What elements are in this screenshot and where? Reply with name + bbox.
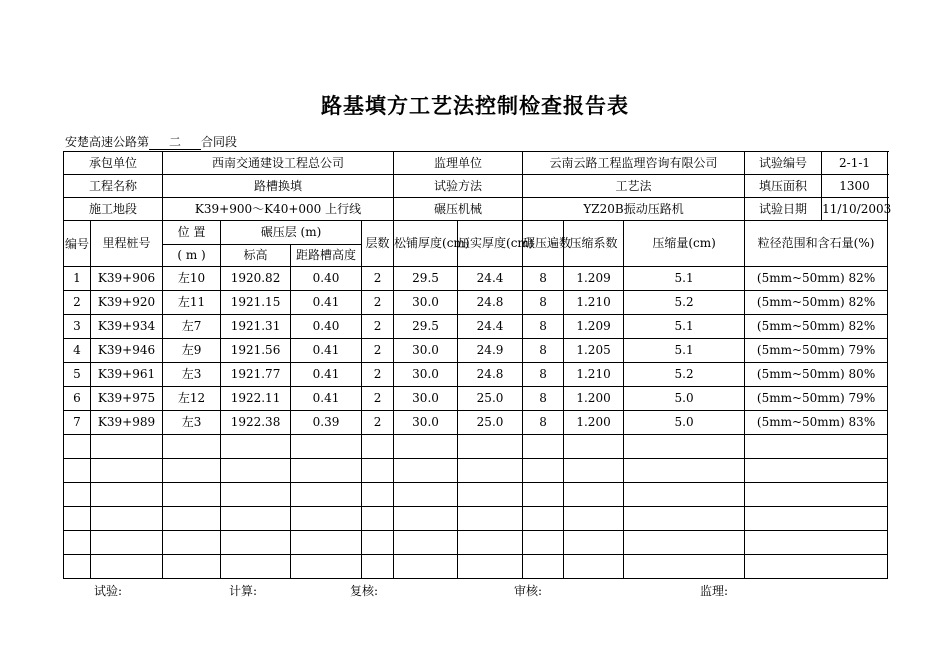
- method-value: 工艺法: [523, 175, 745, 198]
- empty-cell: [91, 531, 163, 555]
- cell-grain-range: (5mm~50mm) 82%: [745, 267, 888, 291]
- empty-cell: [163, 483, 221, 507]
- contract-suffix: 合同段: [201, 135, 238, 149]
- cell-station: K39+906: [91, 267, 163, 291]
- empty-cell: [64, 435, 91, 459]
- empty-cell: [91, 507, 163, 531]
- empty-cell: [291, 555, 362, 579]
- header-no: 编号: [64, 221, 91, 267]
- empty-cell: [624, 531, 745, 555]
- cell-compact-thickness: 24.8: [458, 291, 523, 315]
- cell-no: 5: [64, 363, 91, 387]
- cell-grain-range: (5mm~50mm) 82%: [745, 291, 888, 315]
- empty-cell: [745, 459, 888, 483]
- cell-elevation: 1921.77: [221, 363, 291, 387]
- empty-row: [64, 555, 888, 579]
- empty-cell: [394, 483, 458, 507]
- cell-position: 左10: [163, 267, 221, 291]
- empty-cell: [564, 483, 624, 507]
- cell-elevation: 1921.31: [221, 315, 291, 339]
- header-compact-thickness: 压实厚度(cm): [458, 221, 523, 267]
- empty-cell: [163, 459, 221, 483]
- cell-layers: 2: [362, 339, 394, 363]
- cell-compact-thickness: 24.4: [458, 267, 523, 291]
- report-title: 路基填方工艺法控制检查报告表: [321, 93, 629, 118]
- cell-station: K39+920: [91, 291, 163, 315]
- header-row-1: [64, 221, 888, 245]
- empty-cell: [523, 555, 564, 579]
- empty-cell: [221, 531, 291, 555]
- cell-position: 左3: [163, 411, 221, 435]
- cell-station: K39+961: [91, 363, 163, 387]
- empty-cell: [624, 507, 745, 531]
- empty-cell: [362, 435, 394, 459]
- footer-audit: 审核:: [514, 584, 543, 598]
- empty-row: [64, 507, 888, 531]
- cell-position: 左7: [163, 315, 221, 339]
- cell-station: K39+989: [91, 411, 163, 435]
- empty-cell: [745, 483, 888, 507]
- area-label: 填压面积: [745, 175, 822, 198]
- contractor-label: 承包单位: [64, 152, 163, 175]
- empty-cell: [624, 459, 745, 483]
- empty-cell: [91, 435, 163, 459]
- empty-cell: [394, 555, 458, 579]
- footer-calc: 计算:: [229, 584, 258, 598]
- cell-elevation: 1920.82: [221, 267, 291, 291]
- empty-cell: [458, 531, 523, 555]
- table-row: [64, 267, 888, 291]
- empty-cell: [362, 459, 394, 483]
- empty-cell: [291, 507, 362, 531]
- empty-cell: [64, 507, 91, 531]
- cell-position: 左3: [163, 363, 221, 387]
- empty-cell: [523, 507, 564, 531]
- cell-compression-amount: 5.2: [624, 291, 745, 315]
- table-row: [64, 291, 888, 315]
- cell-grain-range: (5mm~50mm) 79%: [745, 339, 888, 363]
- cell-grain-range: (5mm~50mm) 80%: [745, 363, 888, 387]
- empty-cell: [362, 555, 394, 579]
- report-table: [63, 151, 892, 579]
- empty-cell: [221, 435, 291, 459]
- cell-loose-thickness: 30.0: [394, 291, 458, 315]
- empty-cell: [64, 459, 91, 483]
- empty-cell: [523, 435, 564, 459]
- cell-elevation: 1922.38: [221, 411, 291, 435]
- empty-cell: [624, 483, 745, 507]
- cell-compact-thickness: 24.8: [458, 363, 523, 387]
- empty-cell: [291, 483, 362, 507]
- cell-station: K39+934: [91, 315, 163, 339]
- empty-cell: [458, 555, 523, 579]
- empty-cell: [64, 483, 91, 507]
- cell-groove-height: 0.40: [291, 315, 362, 339]
- cell-compression-amount: 5.0: [624, 387, 745, 411]
- empty-cell: [291, 459, 362, 483]
- empty-cell: [745, 555, 888, 579]
- empty-cell: [745, 507, 888, 531]
- method-label: 试验方法: [394, 175, 523, 198]
- cell-layers: 2: [362, 315, 394, 339]
- empty-cell: [91, 459, 163, 483]
- date-label: 试验日期: [745, 198, 822, 221]
- cell-elevation: 1921.15: [221, 291, 291, 315]
- cell-compact-thickness: 25.0: [458, 411, 523, 435]
- header-position: 位 置: [163, 221, 221, 245]
- footer-supervise: 监理:: [700, 584, 729, 598]
- header-loose-thickness: 松铺厚度(cm): [394, 221, 458, 267]
- info-row-2: [64, 175, 888, 198]
- footer-test: 试验:: [94, 584, 123, 598]
- header-layers: 层数: [362, 221, 394, 267]
- empty-cell: [523, 459, 564, 483]
- cell-grain-range: (5mm~50mm) 82%: [745, 315, 888, 339]
- empty-cell: [163, 531, 221, 555]
- cell-no: 4: [64, 339, 91, 363]
- cell-elevation: 1921.56: [221, 339, 291, 363]
- empty-cell: [64, 555, 91, 579]
- table-row: [64, 315, 888, 339]
- empty-cell: [624, 435, 745, 459]
- signature-footer: [0, 582, 950, 598]
- empty-cell: [163, 555, 221, 579]
- empty-cell: [523, 483, 564, 507]
- cell-position: 左12: [163, 387, 221, 411]
- empty-cell: [624, 555, 745, 579]
- cell-passes: 8: [523, 387, 564, 411]
- site-label: 施工地段: [64, 198, 163, 221]
- site-value: K39+900～K40+000 上行线: [163, 198, 394, 221]
- contractor-value: 西南交通建设工程总公司: [163, 152, 394, 175]
- empty-cell: [291, 435, 362, 459]
- cell-compression-amount: 5.2: [624, 363, 745, 387]
- info-row-1: [64, 152, 888, 175]
- contract-prefix: 安楚高速公路第: [65, 135, 150, 149]
- empty-cell: [394, 507, 458, 531]
- cell-compact-thickness: 24.4: [458, 315, 523, 339]
- empty-cell: [458, 435, 523, 459]
- cell-passes: 8: [523, 267, 564, 291]
- cell-loose-thickness: 30.0: [394, 411, 458, 435]
- area-value: 1300: [822, 175, 888, 198]
- empty-cell: [564, 555, 624, 579]
- cell-no: 7: [64, 411, 91, 435]
- header-compression-amount: 压缩量(cm): [624, 221, 745, 267]
- empty-cell: [564, 507, 624, 531]
- table-row: [64, 363, 888, 387]
- cell-groove-height: 0.41: [291, 387, 362, 411]
- empty-cell: [362, 483, 394, 507]
- cell-station: K39+975: [91, 387, 163, 411]
- empty-cell: [163, 507, 221, 531]
- empty-cell: [458, 483, 523, 507]
- cell-layers: 2: [362, 363, 394, 387]
- cell-coefficient: 1.200: [564, 411, 624, 435]
- cell-compression-amount: 5.1: [624, 267, 745, 291]
- cell-groove-height: 0.41: [291, 363, 362, 387]
- footer-review: 复核:: [350, 584, 379, 598]
- empty-cell: [523, 531, 564, 555]
- cell-compact-thickness: 25.0: [458, 387, 523, 411]
- empty-cell: [394, 531, 458, 555]
- cell-passes: 8: [523, 363, 564, 387]
- cell-compression-amount: 5.1: [624, 339, 745, 363]
- header-station: 里程桩号: [91, 221, 163, 267]
- cell-position: 左11: [163, 291, 221, 315]
- cell-loose-thickness: 30.0: [394, 387, 458, 411]
- cell-coefficient: 1.209: [564, 267, 624, 291]
- empty-cell: [91, 483, 163, 507]
- table-row: [64, 339, 888, 363]
- cell-coefficient: 1.200: [564, 387, 624, 411]
- empty-cell: [745, 435, 888, 459]
- empty-cell: [394, 459, 458, 483]
- cell-coefficient: 1.210: [564, 291, 624, 315]
- cell-loose-thickness: 29.5: [394, 267, 458, 291]
- cell-elevation: 1922.11: [221, 387, 291, 411]
- project-label: 工程名称: [64, 175, 163, 198]
- cell-grain-range: (5mm~50mm) 79%: [745, 387, 888, 411]
- cell-no: 2: [64, 291, 91, 315]
- cell-passes: 8: [523, 315, 564, 339]
- header-passes: 碾压遍数: [523, 221, 564, 267]
- cell-grain-range: (5mm~50mm) 83%: [745, 411, 888, 435]
- empty-cell: [291, 531, 362, 555]
- cell-no: 1: [64, 267, 91, 291]
- cell-compression-amount: 5.1: [624, 315, 745, 339]
- empty-cell: [221, 507, 291, 531]
- header-coefficient: 压缩系数: [564, 221, 624, 267]
- header-layer-group: 碾压层 (m): [221, 221, 362, 245]
- cell-layers: 2: [362, 387, 394, 411]
- machine-label: 碾压机械: [394, 198, 523, 221]
- cell-passes: 8: [523, 291, 564, 315]
- empty-row: [64, 459, 888, 483]
- empty-cell: [564, 531, 624, 555]
- empty-cell: [458, 507, 523, 531]
- table-row: [64, 411, 888, 435]
- empty-row: [64, 531, 888, 555]
- cell-coefficient: 1.209: [564, 315, 624, 339]
- contract-line: [65, 133, 237, 150]
- cell-station: K39+946: [91, 339, 163, 363]
- cell-coefficient: 1.210: [564, 363, 624, 387]
- cell-loose-thickness: 30.0: [394, 339, 458, 363]
- cell-position: 左9: [163, 339, 221, 363]
- empty-cell: [221, 483, 291, 507]
- cell-groove-height: 0.41: [291, 339, 362, 363]
- empty-cell: [458, 459, 523, 483]
- header-groove-height: 距路槽高度: [291, 245, 362, 267]
- empty-cell: [564, 435, 624, 459]
- header-elevation: 标高: [221, 245, 291, 267]
- cell-passes: 8: [523, 339, 564, 363]
- cell-no: 6: [64, 387, 91, 411]
- empty-cell: [221, 459, 291, 483]
- cell-layers: 2: [362, 411, 394, 435]
- cell-groove-height: 0.41: [291, 291, 362, 315]
- empty-cell: [394, 435, 458, 459]
- contract-section: 二: [149, 136, 201, 150]
- empty-row: [64, 435, 888, 459]
- empty-cell: [91, 555, 163, 579]
- cell-loose-thickness: 30.0: [394, 363, 458, 387]
- empty-cell: [564, 459, 624, 483]
- cell-compact-thickness: 24.9: [458, 339, 523, 363]
- cell-coefficient: 1.205: [564, 339, 624, 363]
- date-value: 11/10/2003: [822, 198, 888, 221]
- project-value: 路槽换填: [163, 175, 394, 198]
- supervisor-label: 监理单位: [394, 152, 523, 175]
- cell-compression-amount: 5.0: [624, 411, 745, 435]
- test-no-value: 2-1-1: [822, 152, 888, 175]
- cell-layers: 2: [362, 267, 394, 291]
- info-row-3: [64, 198, 888, 221]
- empty-cell: [362, 531, 394, 555]
- empty-cell: [221, 555, 291, 579]
- cell-groove-height: 0.39: [291, 411, 362, 435]
- empty-cell: [163, 435, 221, 459]
- supervisor-value: 云南云路工程监理咨询有限公司: [523, 152, 745, 175]
- cell-layers: 2: [362, 291, 394, 315]
- machine-value: YZ20B振动压路机: [523, 198, 745, 221]
- cell-no: 3: [64, 315, 91, 339]
- empty-row: [64, 483, 888, 507]
- empty-cell: [745, 531, 888, 555]
- empty-cell: [362, 507, 394, 531]
- table-row: [64, 387, 888, 411]
- header-grain-range: 粒径范围和含石量(%): [745, 221, 888, 267]
- cell-groove-height: 0.40: [291, 267, 362, 291]
- header-position-unit: ( m ): [163, 245, 221, 267]
- cell-loose-thickness: 29.5: [394, 315, 458, 339]
- empty-cell: [64, 531, 91, 555]
- cell-passes: 8: [523, 411, 564, 435]
- test-no-label: 试验编号: [745, 152, 822, 175]
